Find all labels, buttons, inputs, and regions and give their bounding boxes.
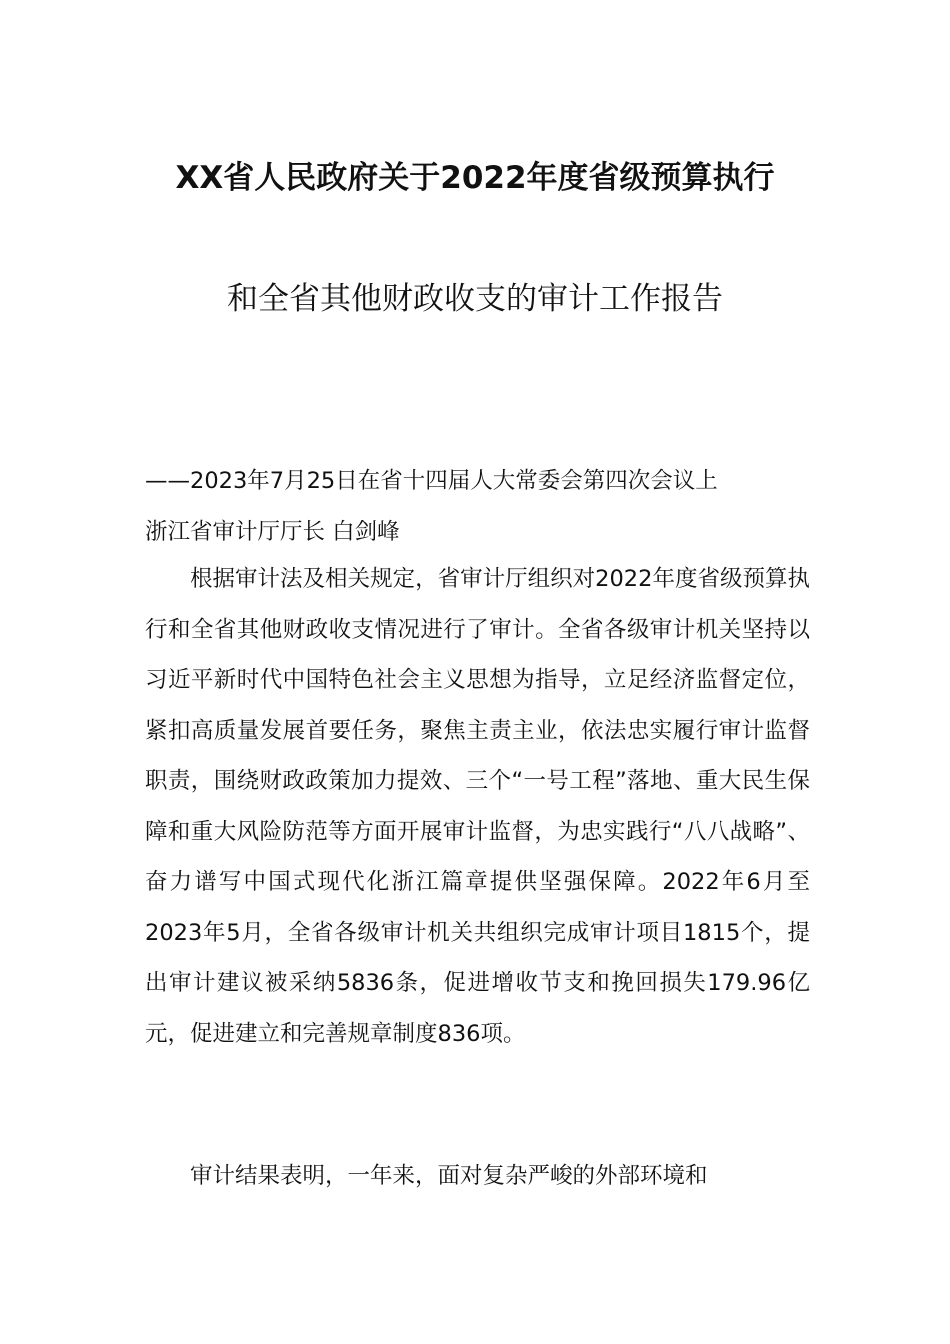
- subtitle-meeting-line: ——2023年7月25日在省十四届人大常委会第四次会议上: [145, 468, 718, 494]
- document-title-line-2: 和全省其他财政收支的审计工作报告: [227, 281, 723, 317]
- body-paragraph-2: 审计结果表明，一年来，面对复杂严峻的外部环境和: [190, 1163, 708, 1189]
- document-title-line-1: XX省人民政府关于2022年度省级预算执行: [175, 160, 775, 196]
- subtitle-block: [145, 456, 810, 557]
- subtitle-author-line: 浙江省审计厅厅长 白剑峰: [145, 518, 400, 545]
- body-paragraph-1: 根据审计法及相关规定，省审计厅组织对2022年度省级预算执行和全省其他财政收支情况进行了审计。全省各级审计机关坚持以习近平新时代中国特色社会主义思想为指导，立足经济监督定位，紧扣高质量发展首要任务，聚焦主责主业，依法忠实履行审计监督职责，围绕财政政策加力提效、三个“一号工程”落地、重大民生保障和重大风险防范等方面开展审计监督，为忠实践行“八八战略”、奋力谱写中国式现代化浙江篇章提供坚强保障。2022年6月至2023年5月，全省各级审计机关共组织完成审计项目1815个，提出审计建议被采纳5836条，促进增收节支和挽回损失179.96亿元，促进建立和完善规章制度836项。: [145, 566, 810, 1047]
